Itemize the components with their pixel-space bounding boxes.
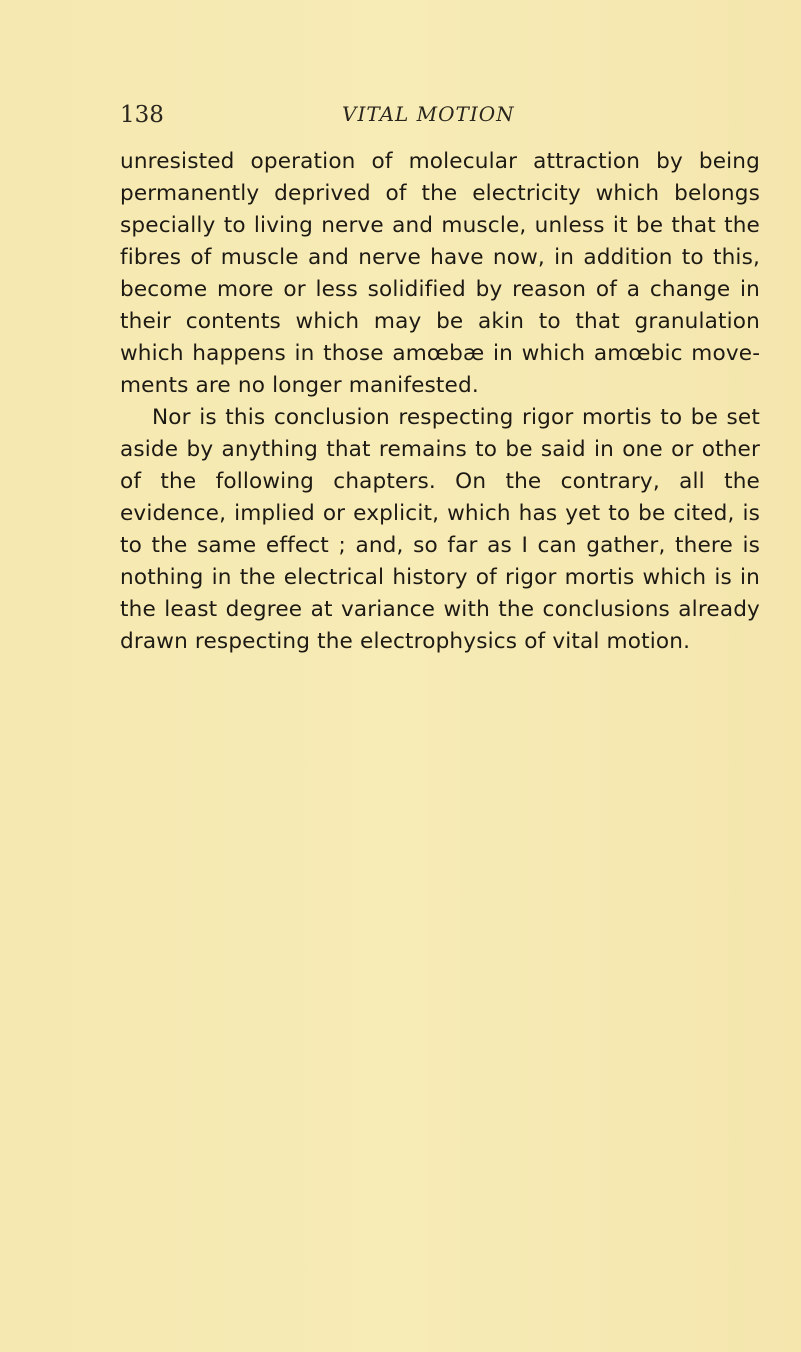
running-title: VITAL MOTION: [342, 102, 515, 126]
paragraph-continuation: unresisted operation of molecular attraction by being permanently deprived of the electricity which belongs specially to living nerve and muscle, unless it be that the fibres of muscle and nerve have now, in addition to this, become more or less solidified by reason of a change in their contents which may be akin to that granulation which happens in those amœbæ in which amœbic movements are no longer manifested.: [120, 149, 760, 398]
page-body: [120, 146, 760, 658]
paragraph-rigor-mortis: Nor is this conclusion respecting rigor mortis to be set aside by anything that remains to be said in one or other of the following chapters. On the contrary, all the evidence, implied or explicit, which has yet to be cited, is to the same effect ; and, so far as I can gather, there is nothing in the electrical history of rigor mortis which is in the least degree at variance with the conclusions already drawn respecting the electrophysics of vital motion.: [120, 405, 760, 654]
page-header: [120, 102, 760, 142]
page-number: 138: [120, 102, 164, 128]
